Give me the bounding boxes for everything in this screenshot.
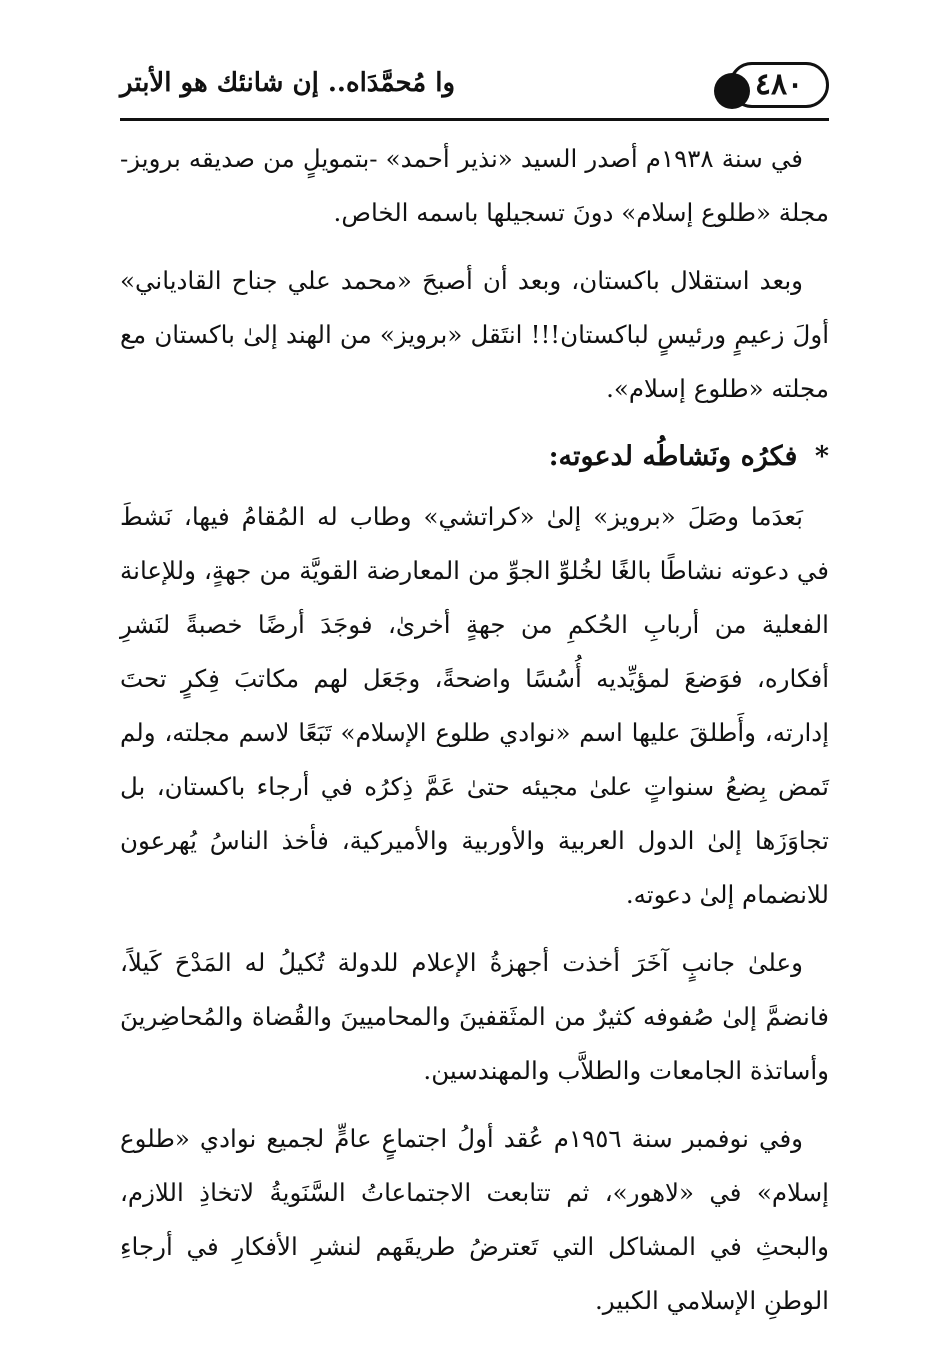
page-header — [120, 56, 829, 118]
page-number-badge — [729, 62, 829, 108]
asterisk-icon: * — [814, 441, 829, 472]
paragraph-2: وبعد استقلال باكستان، وبعد أن أصبحَ «محمد علي جناح القادياني» أولَ زعيمٍ ورئيسٍ لباكستان!!! انتَقل «برويز» من الهند إلىٰ باكستان مع مجلته «طلوع إسلام». — [120, 266, 829, 403]
paragraph-5: وفي نوفمبر سنة ١٩٥٦م عُقد أولُ اجتماعٍ عامٍّ لجميع نوادي «طلوع إسلام» في «لاهور»، ثم تتابعت الاجتماعاتُ السَّنَويةُ لاتخاذِ اللازم، والبحثِ في المشاكل التي تَعترضُ طريقَهم لنشرِ الأفكارِ في أرجاءِ الوطنِ الإسلامي الكبير. — [120, 1124, 829, 1315]
badge-ornament-icon — [714, 73, 750, 109]
body-text — [120, 132, 829, 1342]
section-heading-text: فكرُه ونَشاطُه لدعوته: — [548, 441, 798, 472]
paragraph-3: بَعدَما وصَلَ «برويز» إلىٰ «كراتشي» وطاب له المُقامُ فيها، نَشطَ في دعوته نشاطًا بالغًا لخُلوِّ الجوِّ من المعارضة القويَّة من جهةٍ، وللإعانة الفعلية من أربابِ الحُكمِ من جهةٍ أخرىٰ، فوجَدَ أرضًا خصبةً لنَشرِ أفكاره، فوَضعَ لمؤيِّديه أُسُسًا واضحةً، وجَعَل لهم مكاتبَ فِكرٍ تحتَ إدارته، وأَطلقَ عليها اسم «نوادي طلوع الإسلام» تَبَعًا لاسم مجلته، ولم تَمض بِضعُ سنواتٍ علىٰ مجيئه حتىٰ عَمَّ ذِكرُه في أرجاء باكستان، بل تجاوَزَها إلىٰ الدول العربية والأوربية والأميركية، فأخذ الناسُ يُهرعون للانضمام إلىٰ دعوته. — [120, 502, 829, 909]
paragraph-4: وعلىٰ جانبٍ آخَرَ أخذت أجهزةُ الإعلام للدولة تُكيلُ له المَدْحَ كَيلاً، فانضمَّ إلىٰ صُفوفه كثيرٌ من المثَقفينَ والمحاميينَ والقُضاة والمُحاضِرينَ وأساتذة الجامعات والطلاَّب والمهندسين. — [120, 948, 829, 1085]
running-title: وا مُحمَّدَاه.. إن شانئك هو الأبتر — [120, 68, 456, 98]
paragraph-1: في سنة ١٩٣٨م أصدر السيد «نذير أحمد» -بتمويلٍ من صديقه برويز- مجلة «طلوع إسلام» دونَ تسجيلها باسمه الخاص. — [120, 144, 829, 227]
header-divider — [120, 118, 829, 121]
section-heading — [120, 430, 829, 484]
page-number: ٤٨٠ — [754, 67, 804, 102]
